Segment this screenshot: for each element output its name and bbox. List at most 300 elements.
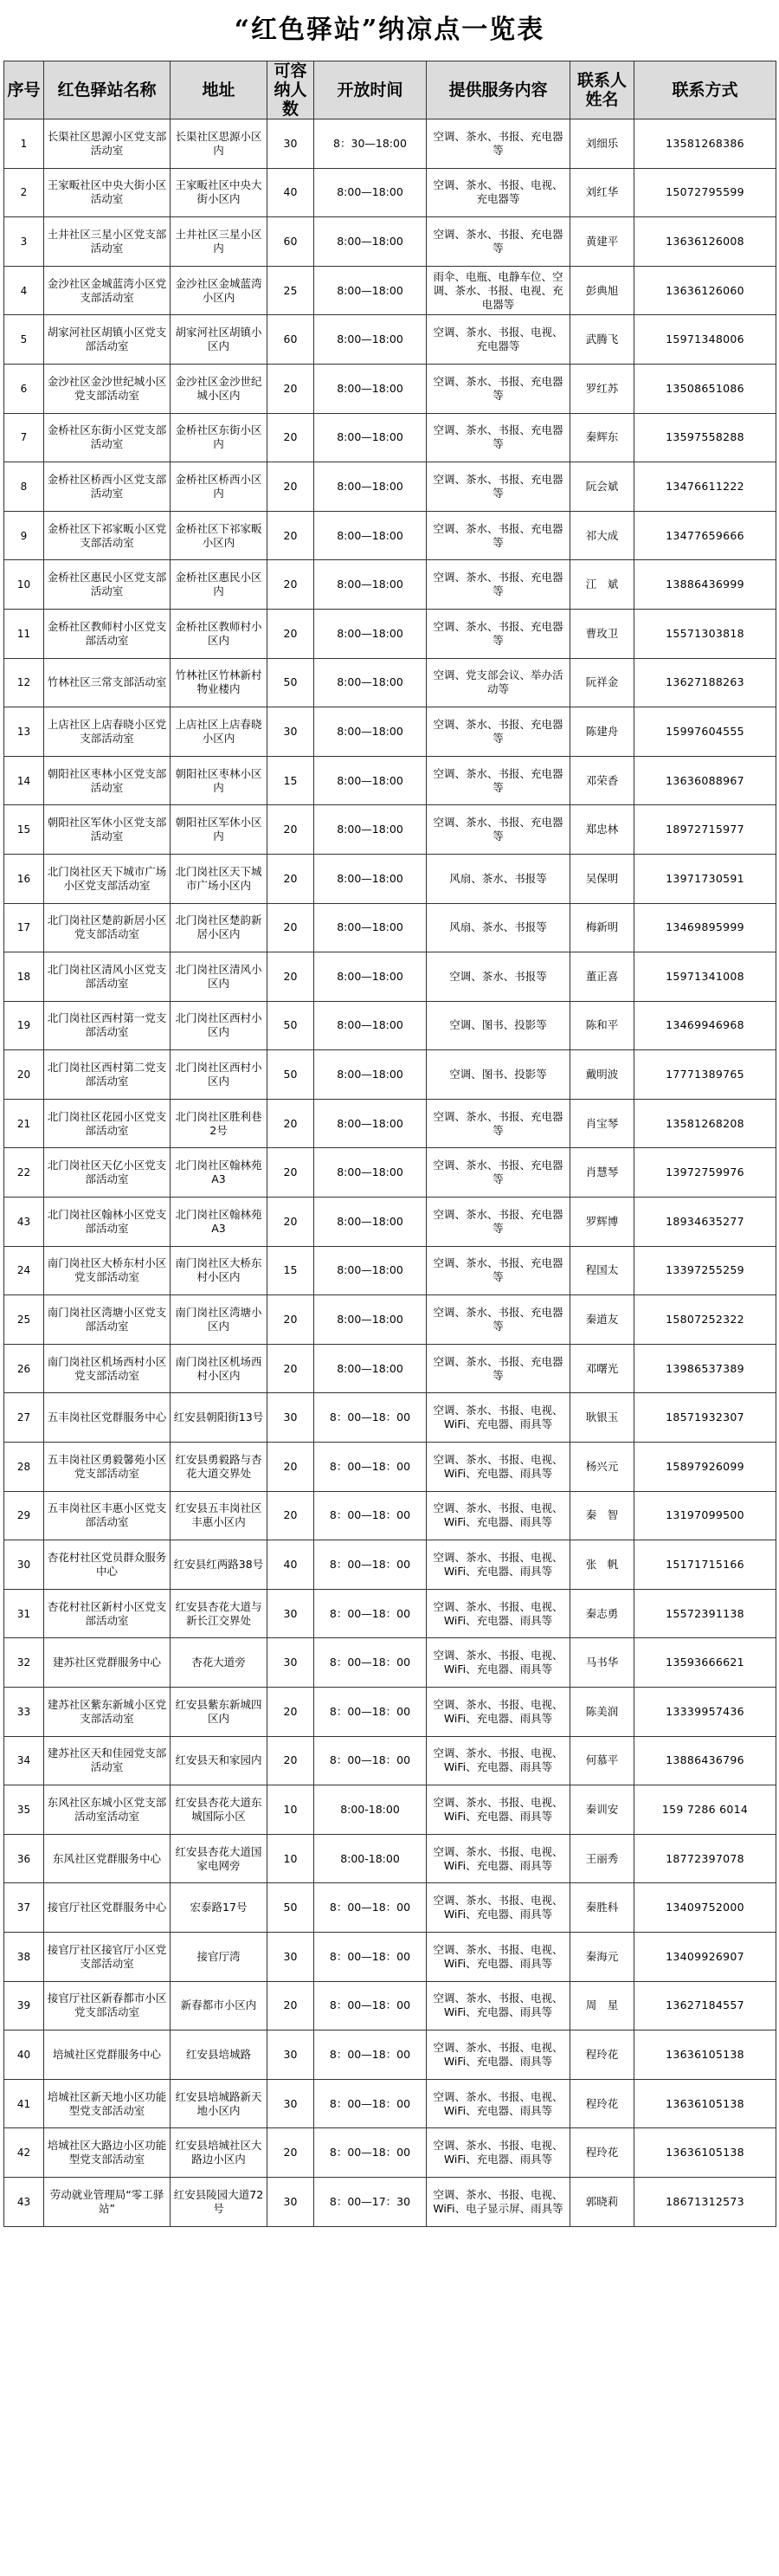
cell-capacity: 40 — [267, 1540, 314, 1590]
cell-phone: 13409752000 — [634, 1883, 776, 1933]
cell-capacity: 30 — [267, 2177, 314, 2226]
cell-index: 8 — [4, 462, 44, 512]
cell-capacity: 30 — [267, 2030, 314, 2080]
cell-open-hours: 8:00-18:00 — [314, 1785, 427, 1835]
cell-station-name: 朝阳社区军休小区党支部活动室 — [44, 805, 171, 855]
cell-address: 北门岗社区西村小区内 — [171, 1050, 267, 1100]
cell-phone: 13397255259 — [634, 1246, 776, 1295]
cell-contact-name: 周 星 — [570, 1981, 634, 2030]
col-header-address: 地址 — [171, 61, 267, 119]
cell-capacity: 50 — [267, 658, 314, 707]
cell-services: 空调、茶水、书报、电视、充电器等 — [427, 168, 570, 217]
cell-services: 空调、茶水、书报、充电器等 — [427, 1198, 570, 1247]
cell-open-hours: 8:00—18:00 — [314, 952, 427, 1002]
cell-contact-name: 武腾飞 — [570, 315, 634, 365]
cell-phone: 15997604555 — [634, 707, 776, 757]
cell-services: 空调、茶水、书报、充电器等 — [427, 1295, 570, 1345]
cell-open-hours: 8：00—18：00 — [314, 1540, 427, 1590]
cell-services: 空调、茶水、书报、电视、WiFi、充电器、雨具等 — [427, 1638, 570, 1688]
cell-station-name: 培城社区大路边小区功能型党支部活动室 — [44, 2128, 171, 2178]
cell-station-name: 金桥社区桥西小区党支部活动室 — [44, 462, 171, 512]
cell-station-name: 北门岗社区天下城市广场小区党支部活动室 — [44, 854, 171, 903]
cell-capacity: 15 — [267, 1246, 314, 1295]
cell-services: 空调、茶水、书报、电视、WiFi、充电器、雨具等 — [427, 1883, 570, 1933]
cell-contact-name: 郑忠林 — [570, 805, 634, 855]
cell-services: 空调、茶水、书报、电视、WiFi、充电器、雨具等 — [427, 1834, 570, 1883]
cell-capacity: 20 — [267, 1099, 314, 1148]
cell-phone: 13581268208 — [634, 1099, 776, 1148]
cell-phone: 13339957436 — [634, 1688, 776, 1737]
cell-index: 36 — [4, 1834, 44, 1883]
cell-station-name: 建苏社区党群服务中心 — [44, 1638, 171, 1688]
cell-phone: 13508651086 — [634, 364, 776, 413]
table-row — [4, 1883, 776, 1933]
cell-station-name: 接官厅社区新春都市小区党支部活动室 — [44, 1981, 171, 2030]
cell-index: 40 — [4, 2030, 44, 2080]
cell-open-hours: 8:00—18:00 — [314, 168, 427, 217]
cell-open-hours: 8:00—18:00 — [314, 1246, 427, 1295]
cell-address: 新春都市小区内 — [171, 1981, 267, 2030]
cell-address: 宏泰路17号 — [171, 1883, 267, 1933]
cell-index: 4 — [4, 266, 44, 315]
table-row — [4, 1834, 776, 1883]
cell-contact-name: 邓荣香 — [570, 756, 634, 805]
cell-address: 金桥社区惠民小区内 — [171, 560, 267, 610]
cell-address: 金桥社区桥西小区内 — [171, 462, 267, 512]
table-row — [4, 658, 776, 707]
cell-phone: 13972759976 — [634, 1148, 776, 1198]
cell-services: 空调、茶水、书报、充电器等 — [427, 364, 570, 413]
cell-station-name: 五丰岗社区勇毅馨苑小区党支部活动室 — [44, 1443, 171, 1492]
cell-phone: 15572391138 — [634, 1589, 776, 1638]
cell-index: 26 — [4, 1344, 44, 1393]
table-row — [4, 609, 776, 658]
cell-phone: 18772397078 — [634, 1834, 776, 1883]
table-row — [4, 315, 776, 365]
cell-phone: 13636126008 — [634, 217, 776, 267]
cell-contact-name: 陈建舟 — [570, 707, 634, 757]
cell-index: 5 — [4, 315, 44, 365]
table-row — [4, 1001, 776, 1050]
cell-phone: 15971341008 — [634, 952, 776, 1002]
col-header-phone: 联系方式 — [634, 61, 776, 119]
cell-open-hours: 8：00—17：30 — [314, 2177, 427, 2226]
cell-services: 空调、茶水、书报、充电器等 — [427, 560, 570, 610]
cell-contact-name: 秦胜科 — [570, 1883, 634, 1933]
cell-services: 空调、茶水、书报、电视、WiFi、充电器、雨具等 — [427, 1932, 570, 1981]
cell-capacity: 50 — [267, 1001, 314, 1050]
cell-contact-name: 程玲花 — [570, 2128, 634, 2178]
cell-index: 6 — [4, 364, 44, 413]
cell-station-name: 培城社区党群服务中心 — [44, 2030, 171, 2080]
cell-phone: 13477659666 — [634, 511, 776, 560]
cell-capacity: 10 — [267, 1834, 314, 1883]
cell-address: 南门岗社区大桥东村小区内 — [171, 1246, 267, 1295]
cell-capacity: 20 — [267, 462, 314, 512]
cell-phone: 159 7286 6014 — [634, 1785, 776, 1835]
cell-open-hours: 8:00—18:00 — [314, 903, 427, 952]
cell-station-name: 北门岗社区花园小区党支部活动室 — [44, 1099, 171, 1148]
cell-contact-name: 马书华 — [570, 1638, 634, 1688]
cell-open-hours: 8:00—18:00 — [314, 658, 427, 707]
cell-open-hours: 8:00—18:00 — [314, 315, 427, 365]
cell-capacity: 20 — [267, 413, 314, 462]
cell-contact-name: 陈美润 — [570, 1688, 634, 1737]
cell-capacity: 20 — [267, 511, 314, 560]
cell-index: 33 — [4, 1688, 44, 1737]
cell-capacity: 20 — [267, 1443, 314, 1492]
cell-address: 红安县杏花大道国家电网旁 — [171, 1834, 267, 1883]
cell-address: 红安县天和家园内 — [171, 1736, 267, 1785]
cell-services: 空调、茶水、书报、电视、WiFi、充电器、雨具等 — [427, 2030, 570, 2080]
cell-services: 空调、茶水、书报、充电器等 — [427, 462, 570, 512]
cell-open-hours: 8:00—18:00 — [314, 1198, 427, 1247]
cell-services: 空调、茶水、书报、充电器等 — [427, 805, 570, 855]
cell-open-hours: 8:00—18:00 — [314, 1001, 427, 1050]
cell-address: 红安县培城路 — [171, 2030, 267, 2080]
cell-services: 空调、茶水、书报、充电器等 — [427, 756, 570, 805]
cell-open-hours: 8:00—18:00 — [314, 462, 427, 512]
cell-open-hours: 8：00—18：00 — [314, 1981, 427, 2030]
cell-services: 雨伞、电瓶、电静车位、空调、茶水、书报、电视、充电器等 — [427, 266, 570, 315]
cell-index: 9 — [4, 511, 44, 560]
cell-phone: 13627188263 — [634, 658, 776, 707]
cell-address: 红安县红两路38号 — [171, 1540, 267, 1590]
cell-services: 空调、茶水、书报、电视、WiFi、充电器、雨具等 — [427, 1540, 570, 1590]
table-row — [4, 1148, 776, 1198]
cell-index: 17 — [4, 903, 44, 952]
cell-address: 朝阳社区军休小区内 — [171, 805, 267, 855]
cell-address: 红安县陵园大道72号 — [171, 2177, 267, 2226]
cell-open-hours: 8:00—18:00 — [314, 1344, 427, 1393]
cell-contact-name: 刘细乐 — [570, 119, 634, 169]
cell-capacity: 20 — [267, 952, 314, 1002]
cell-station-name: 金桥社区教师村小区党支部活动室 — [44, 609, 171, 658]
cell-index: 19 — [4, 1001, 44, 1050]
cell-phone: 18571932307 — [634, 1393, 776, 1443]
cell-index: 39 — [4, 1981, 44, 2030]
cell-address: 金沙社区金城蓝湾小区内 — [171, 266, 267, 315]
table-row — [4, 1050, 776, 1100]
cell-address: 红安县培城社区大路边小区内 — [171, 2128, 267, 2178]
cell-services: 风扇、茶水、书报等 — [427, 903, 570, 952]
cell-index: 21 — [4, 1099, 44, 1148]
cell-services: 空调、茶水、书报、充电器等 — [427, 1148, 570, 1198]
cell-phone: 13197099500 — [634, 1491, 776, 1540]
table-row — [4, 1540, 776, 1590]
cell-index: 14 — [4, 756, 44, 805]
table-row — [4, 413, 776, 462]
cell-address: 红安县杏花大道东城国际小区 — [171, 1785, 267, 1835]
cell-contact-name: 秦辉东 — [570, 413, 634, 462]
cell-address: 北门岗社区翰林苑A3 — [171, 1198, 267, 1247]
cell-contact-name: 肖慧琴 — [570, 1148, 634, 1198]
cell-open-hours: 8：00—18：00 — [314, 2030, 427, 2080]
table-row — [4, 903, 776, 952]
cell-phone: 15171715166 — [634, 1540, 776, 1590]
cell-index: 3 — [4, 217, 44, 267]
table-row — [4, 1638, 776, 1688]
cell-index: 13 — [4, 707, 44, 757]
cell-services: 空调、图书、投影等 — [427, 1001, 570, 1050]
cell-contact-name: 阮祥金 — [570, 658, 634, 707]
cell-contact-name: 黄建平 — [570, 217, 634, 267]
cell-capacity: 20 — [267, 1736, 314, 1785]
cell-address: 北门岗社区楚韵新居小区内 — [171, 903, 267, 952]
cell-index: 29 — [4, 1491, 44, 1540]
cell-index: 1 — [4, 119, 44, 169]
cell-open-hours: 8:00—18:00 — [314, 1099, 427, 1148]
cell-station-name: 北门岗社区西村第二党支部活动室 — [44, 1050, 171, 1100]
cell-phone: 15571303818 — [634, 609, 776, 658]
cell-contact-name: 杨兴元 — [570, 1443, 634, 1492]
cell-station-name: 东风社区党群服务中心 — [44, 1834, 171, 1883]
cell-station-name: 劳动就业管理局“零工驿站” — [44, 2177, 171, 2226]
table-row — [4, 1099, 776, 1148]
cell-address: 长渠社区思源小区内 — [171, 119, 267, 169]
col-header-open-hours: 开放时间 — [314, 61, 427, 119]
cell-open-hours: 8:00—18:00 — [314, 707, 427, 757]
cell-address: 红安县勇毅路与杏花大道交界处 — [171, 1443, 267, 1492]
table-row — [4, 2177, 776, 2226]
cell-capacity: 20 — [267, 1295, 314, 1345]
cell-services: 空调、茶水、书报、充电器等 — [427, 217, 570, 267]
cell-station-name: 五丰岗社区党群服务中心 — [44, 1393, 171, 1443]
table-row — [4, 1344, 776, 1393]
cell-station-name: 杏花村社区新村小区党支部活动室 — [44, 1589, 171, 1638]
cell-capacity: 30 — [267, 119, 314, 169]
cell-address: 北门岗社区清风小区内 — [171, 952, 267, 1002]
cell-phone: 13636088967 — [634, 756, 776, 805]
cell-capacity: 20 — [267, 1344, 314, 1393]
cell-contact-name: 耿银玉 — [570, 1393, 634, 1443]
table-row — [4, 1932, 776, 1981]
cell-open-hours: 8:00—18:00 — [314, 756, 427, 805]
cell-services: 空调、茶水、书报、电视、WiFi、充电器、雨具等 — [427, 1393, 570, 1443]
cell-station-name: 竹林社区三常支部活动室 — [44, 658, 171, 707]
cell-station-name: 金桥社区东街小区党支部活动室 — [44, 413, 171, 462]
cell-address: 北门岗社区天下城市广场小区内 — [171, 854, 267, 903]
cell-address: 北门岗社区翰林苑A3 — [171, 1148, 267, 1198]
cell-services: 空调、茶水、书报等 — [427, 952, 570, 1002]
cell-address: 王家畈社区中央大街小区内 — [171, 168, 267, 217]
cell-station-name: 北门岗社区清风小区党支部活动室 — [44, 952, 171, 1002]
cell-open-hours: 8：00—18：00 — [314, 1491, 427, 1540]
cell-contact-name: 戴明波 — [570, 1050, 634, 1100]
table-row — [4, 805, 776, 855]
cell-phone: 15807252322 — [634, 1295, 776, 1345]
cell-index: 22 — [4, 1148, 44, 1198]
cell-station-name: 五丰岗社区丰惠小区党支部活动室 — [44, 1491, 171, 1540]
cell-contact-name: 罗红苏 — [570, 364, 634, 413]
cell-contact-name: 秦道友 — [570, 1295, 634, 1345]
cell-contact-name: 董正喜 — [570, 952, 634, 1002]
cell-open-hours: 8:00—18:00 — [314, 364, 427, 413]
cell-contact-name: 秦训安 — [570, 1785, 634, 1835]
cell-station-name: 建苏社区天和佳园党支部活动室 — [44, 1736, 171, 1785]
cell-phone: 13469895999 — [634, 903, 776, 952]
cell-capacity: 10 — [267, 1785, 314, 1835]
cell-phone: 13971730591 — [634, 854, 776, 903]
cell-capacity: 20 — [267, 805, 314, 855]
cell-capacity: 30 — [267, 1932, 314, 1981]
cell-open-hours: 8:00—18:00 — [314, 511, 427, 560]
col-header-services: 提供服务内容 — [427, 61, 570, 119]
cell-index: 28 — [4, 1443, 44, 1492]
cell-index: 2 — [4, 168, 44, 217]
col-header-index: 序号 — [4, 61, 44, 119]
cell-contact-name: 罗辉博 — [570, 1198, 634, 1247]
cell-station-name: 金沙社区金沙世纪城小区党支部活动室 — [44, 364, 171, 413]
cell-contact-name: 刘红华 — [570, 168, 634, 217]
cell-capacity: 20 — [267, 854, 314, 903]
table-row — [4, 1393, 776, 1443]
cell-open-hours: 8:00—18:00 — [314, 217, 427, 267]
cell-address: 红安县培城路新天地小区内 — [171, 2079, 267, 2128]
table-row — [4, 119, 776, 169]
table-row — [4, 1785, 776, 1835]
cell-services: 空调、茶水、书报、电视、WiFi、电子显示屏、雨具等 — [427, 2177, 570, 2226]
cell-phone: 18671312573 — [634, 2177, 776, 2226]
cell-contact-name: 肖宝琴 — [570, 1099, 634, 1148]
cell-address: 红安县杏花大道与新长江交界处 — [171, 1589, 267, 1638]
table-row — [4, 266, 776, 315]
cell-station-name: 土井社区三星小区党支部活动室 — [44, 217, 171, 267]
cell-index: 30 — [4, 1540, 44, 1590]
cell-services: 空调、茶水、书报、电视、WiFi、充电器、雨具等 — [427, 1688, 570, 1737]
table-row — [4, 2030, 776, 2080]
cell-open-hours: 8：30—18:00 — [314, 119, 427, 169]
cell-station-name: 接官厅社区接官厅小区党支部活动室 — [44, 1932, 171, 1981]
cell-contact-name: 程国太 — [570, 1246, 634, 1295]
cell-contact-name: 彭典旭 — [570, 266, 634, 315]
cell-station-name: 南门岗社区机场西村小区党支部活动室 — [44, 1344, 171, 1393]
cell-contact-name: 程玲花 — [570, 2030, 634, 2080]
cell-open-hours: 8：00—18：00 — [314, 1932, 427, 1981]
cell-address: 南门岗社区机场西村小区内 — [171, 1344, 267, 1393]
table-row — [4, 952, 776, 1002]
cell-address: 杏花大道旁 — [171, 1638, 267, 1688]
cell-phone: 18934635277 — [634, 1198, 776, 1247]
cell-index: 15 — [4, 805, 44, 855]
cell-open-hours: 8：00—18：00 — [314, 2079, 427, 2128]
cell-open-hours: 8：00—18：00 — [314, 2128, 427, 2178]
cell-open-hours: 8:00—18:00 — [314, 609, 427, 658]
cell-station-name: 北门岗社区天亿小区党支部活动室 — [44, 1148, 171, 1198]
cell-station-name: 南门岗社区湾塘小区党支部活动室 — [44, 1295, 171, 1345]
cell-open-hours: 8:00—18:00 — [314, 854, 427, 903]
cell-contact-name: 张 帆 — [570, 1540, 634, 1590]
cell-services: 空调、茶水、书报、充电器等 — [427, 1246, 570, 1295]
cell-phone: 13886436999 — [634, 560, 776, 610]
table-row — [4, 560, 776, 610]
cell-contact-name: 秦志勇 — [570, 1589, 634, 1638]
cell-station-name: 金沙社区金城蓝湾小区党支部活动室 — [44, 266, 171, 315]
cell-index: 16 — [4, 854, 44, 903]
cooling-points-table — [3, 61, 776, 2227]
table-row — [4, 1589, 776, 1638]
table-row — [4, 1491, 776, 1540]
cell-open-hours: 8：00—18：00 — [314, 1736, 427, 1785]
cell-phone: 17771389765 — [634, 1050, 776, 1100]
cell-services: 空调、茶水、书报、充电器等 — [427, 1099, 570, 1148]
cell-address: 竹林社区竹林新村物业楼内 — [171, 658, 267, 707]
cell-capacity: 20 — [267, 609, 314, 658]
cell-index: 38 — [4, 1932, 44, 1981]
table-row — [4, 1198, 776, 1247]
cell-phone: 13886436796 — [634, 1736, 776, 1785]
cell-phone: 13597558288 — [634, 413, 776, 462]
cell-address: 胡家河社区胡镇小区内 — [171, 315, 267, 365]
cell-open-hours: 8：00—18：00 — [314, 1589, 427, 1638]
cell-phone: 13636126060 — [634, 266, 776, 315]
cell-contact-name: 江 斌 — [570, 560, 634, 610]
cell-capacity: 20 — [267, 1981, 314, 2030]
cell-open-hours: 8:00-18:00 — [314, 1834, 427, 1883]
cell-index: 27 — [4, 1393, 44, 1443]
table-row — [4, 364, 776, 413]
cell-open-hours: 8:00—18:00 — [314, 560, 427, 610]
table-row — [4, 2128, 776, 2178]
table-row — [4, 1688, 776, 1737]
cell-capacity: 30 — [267, 1589, 314, 1638]
cell-open-hours: 8：00—18：00 — [314, 1883, 427, 1933]
cell-capacity: 20 — [267, 1198, 314, 1247]
col-header-contact-name: 联系人姓名 — [570, 61, 634, 119]
cell-station-name: 朝阳社区枣林小区党支部活动室 — [44, 756, 171, 805]
cell-address: 金沙社区金沙世纪城小区内 — [171, 364, 267, 413]
cell-station-name: 长渠社区思源小区党支部活动室 — [44, 119, 171, 169]
cell-station-name: 金桥社区下祁家畈小区党支部活动室 — [44, 511, 171, 560]
cell-phone: 13593666621 — [634, 1638, 776, 1688]
cell-services: 空调、茶水、书报、充电器等 — [427, 609, 570, 658]
cell-index: 12 — [4, 658, 44, 707]
cell-services: 空调、茶水、书报、充电器等 — [427, 1344, 570, 1393]
cell-contact-name: 郭晓莉 — [570, 2177, 634, 2226]
cell-phone: 15072795599 — [634, 168, 776, 217]
cell-phone: 13636105138 — [634, 2030, 776, 2080]
table-header-row — [4, 61, 776, 119]
table-row — [4, 2079, 776, 2128]
cell-index: 25 — [4, 1295, 44, 1345]
cell-capacity: 20 — [267, 1688, 314, 1737]
col-header-station-name: 红色驿站名称 — [44, 61, 171, 119]
cell-capacity: 20 — [267, 2128, 314, 2178]
cell-contact-name: 祁大成 — [570, 511, 634, 560]
cell-capacity: 20 — [267, 364, 314, 413]
cell-services: 风扇、茶水、书报等 — [427, 854, 570, 903]
cell-open-hours: 8：00—18：00 — [314, 1688, 427, 1737]
cell-services: 空调、茶水、书报、电视、WiFi、充电器、雨具等 — [427, 1491, 570, 1540]
cell-index: 34 — [4, 1736, 44, 1785]
cell-open-hours: 8:00—18:00 — [314, 413, 427, 462]
cell-contact-name: 陈和平 — [570, 1001, 634, 1050]
cell-station-name: 杏花村社区党员群众服务中心 — [44, 1540, 171, 1590]
cell-address: 红安县五丰岗社区丰惠小区内 — [171, 1491, 267, 1540]
table-body — [4, 119, 776, 2227]
cell-services: 空调、茶水、书报、充电器等 — [427, 119, 570, 169]
cell-index: 7 — [4, 413, 44, 462]
cell-capacity: 60 — [267, 217, 314, 267]
cell-open-hours: 8：00—18：00 — [314, 1393, 427, 1443]
cell-capacity: 20 — [267, 1491, 314, 1540]
cell-phone: 13581268386 — [634, 119, 776, 169]
cell-capacity: 20 — [267, 903, 314, 952]
cell-services: 空调、党支部会议、举办活动等 — [427, 658, 570, 707]
cell-index: 43 — [4, 2177, 44, 2226]
cell-open-hours: 8:00—18:00 — [314, 805, 427, 855]
cell-phone: 13476611222 — [634, 462, 776, 512]
